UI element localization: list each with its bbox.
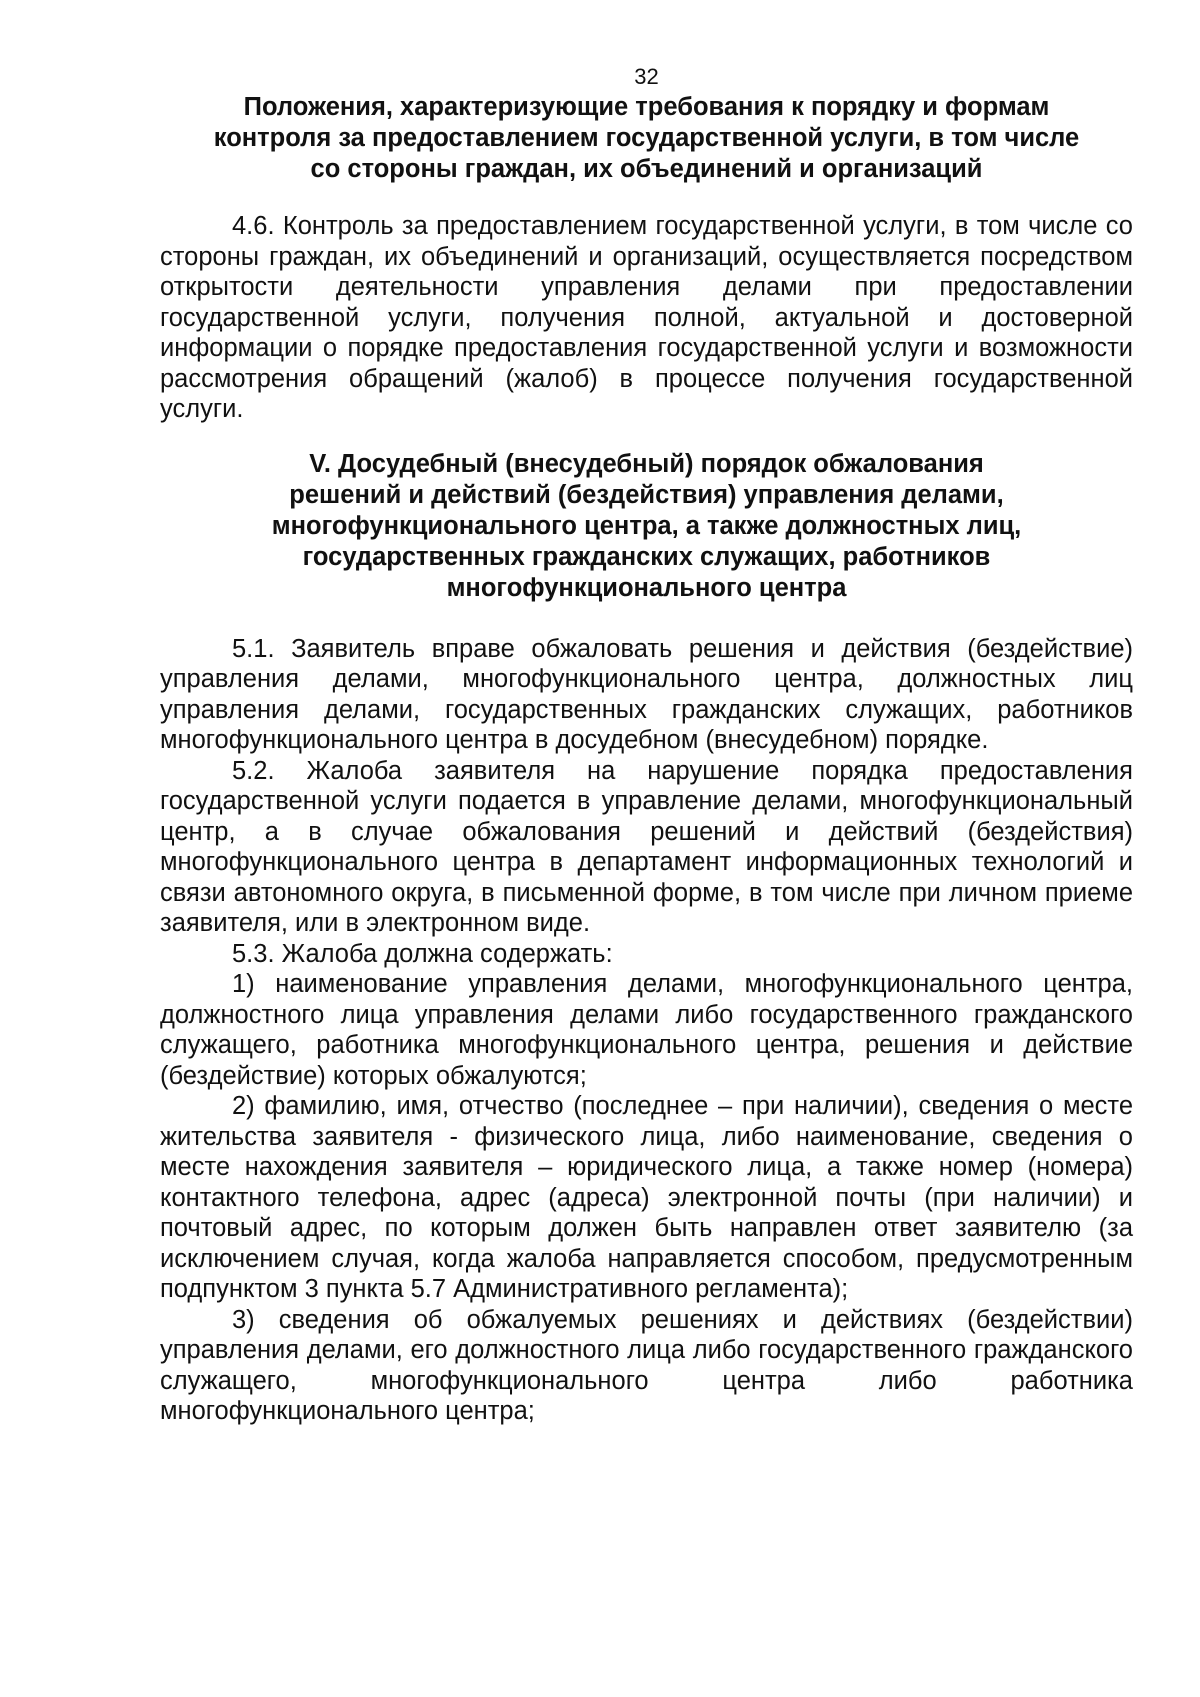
- list-item-2: 2) фамилию, имя, отчество (последнее – при наличии), сведения о месте жительства заявителя - физического лица, либо наименование, сведения о месте нахождения заявителя – юридического лица, а также номер (номера) контактного телефона, адрес (адреса) электронной почты (при наличии) и почтовый адрес, по которым должен быть направлен ответ заявителю (за исключением случая, когда жалоба направляется способом, предусмотренным подпунктом 3 пункта 5.7 Административного регламента);: [160, 1092, 1133, 1303]
- heading-line: со стороны граждан, их объединений и организаций: [310, 155, 983, 183]
- list-item-3: 3) сведения об обжалуемых решениях и действиях (бездействии) управления делами, его должностного лица либо государственного гражданского служащего, многофункционального центра либо работника многофункционального центра;: [160, 1305, 1133, 1425]
- section-5-heading: [160, 449, 1133, 604]
- paragraph-5-3: 5.3. Жалоба должна содержать:: [232, 939, 613, 968]
- heading-line: Положения, характеризующие требования к порядку и формам: [243, 93, 1050, 121]
- heading-line: многофункционального центра, а также должностных лиц,: [271, 511, 1022, 540]
- paragraph-5-2: 5.2. Жалоба заявителя на нарушение порядка предоставления государственной услуги подается в управление делами, многофункциональный центр, а в случае обжалования решений и действий (бездействия) многофункционального центра в департамент информационных технологий и связи автономного округа, в письменной форме, в том числе при личном приеме заявителя, или в электронном виде.: [160, 756, 1133, 937]
- section-4-heading: [160, 92, 1133, 185]
- heading-line: V. Досудебный (внесудебный) порядок обжалования: [309, 449, 984, 478]
- heading-line: контроля за предоставлением государственной услуги, в том числе: [213, 124, 1080, 152]
- heading-line: государственных гражданских служащих, работников: [302, 542, 991, 571]
- heading-line: многофункционального центра: [446, 573, 847, 602]
- list-item-1: 1) наименование управления делами, многофункционального центра, должностного лица управления делами либо государственного гражданского служащего, работника многофункционального центра, решения и действие (бездействие) которых обжалуются;: [160, 970, 1133, 1090]
- paragraph-4-6: 4.6. Контроль за предоставлением государственной услуги, в том числе со стороны граждан, их объединений и организаций, осуществляется посредством открытости деятельности управления делами при предоставлении государственной услуги, получения полной, актуальной и достоверной информации о порядке предоставления государственной услуги и возможности рассмотрения обращений (жалоб) в процессе получения государственной услуги.: [160, 212, 1133, 423]
- document-page: [160, 64, 1133, 1427]
- heading-line: решений и действий (бездействия) управления делами,: [289, 480, 1004, 509]
- page-number: 32: [634, 64, 659, 89]
- paragraph-5-1: 5.1. Заявитель вправе обжаловать решения и действия (бездействие) управления делами, многофункционального центра, должностных лиц управления делами, государственных гражданских служащих, работников многофункционального центра в досудебном (внесудебном) порядке.: [160, 634, 1133, 754]
